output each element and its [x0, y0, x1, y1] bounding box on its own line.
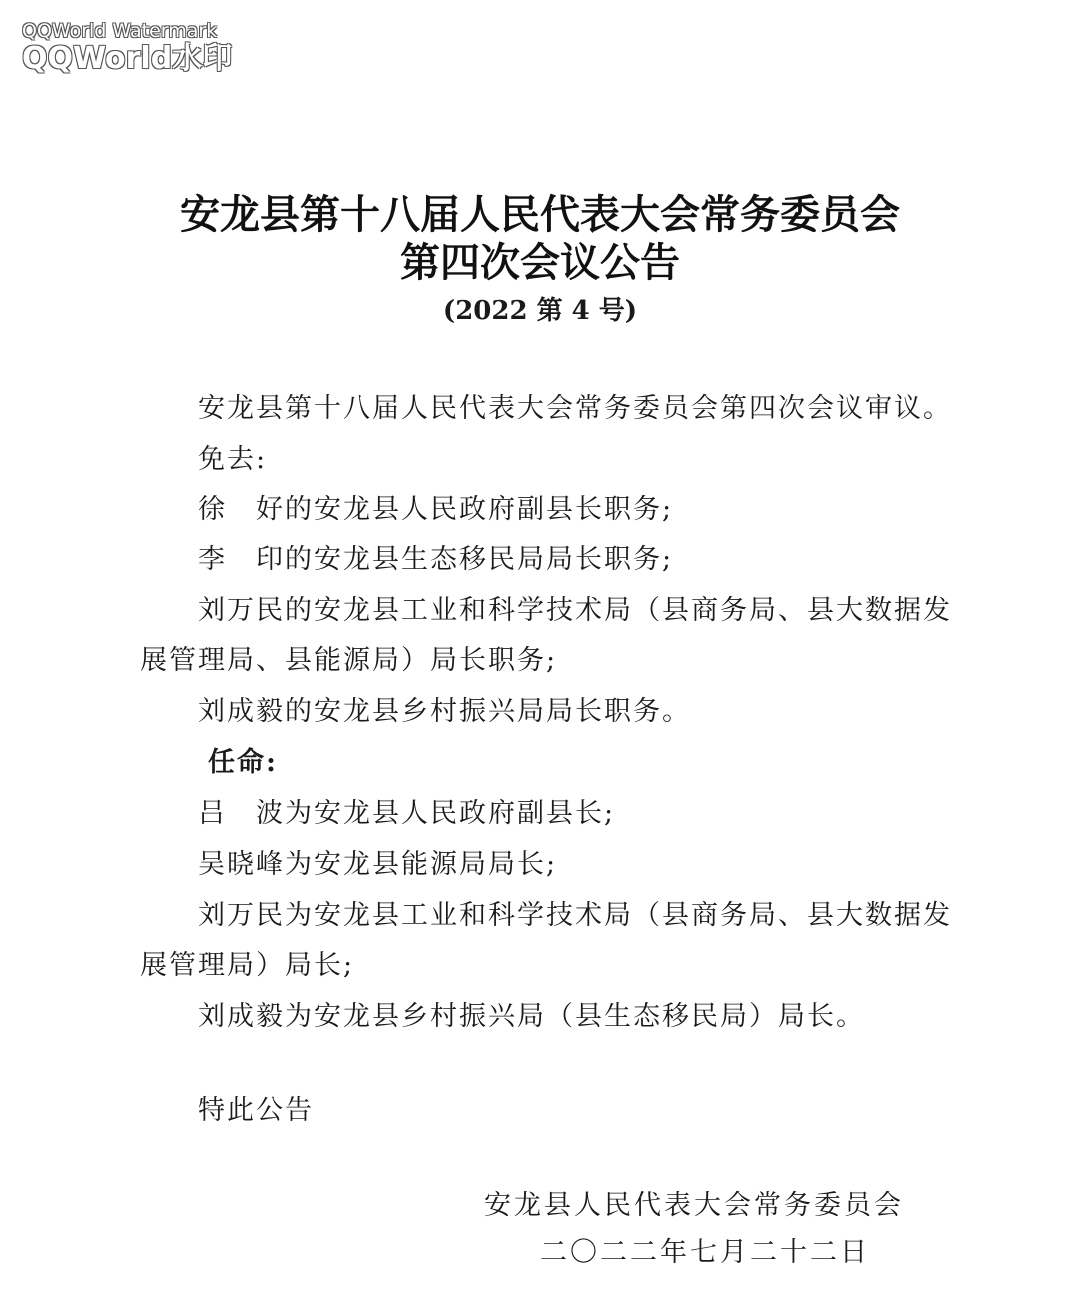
appoint-heading: 任命:	[208, 747, 278, 778]
appoint-item: 刘万民为安龙县工业和科学技术局（县商务局、县大数据发	[198, 900, 952, 931]
dismiss-item: 刘成毅的安龙县乡村振兴局局长职务。	[198, 696, 691, 727]
issue-date: 二〇二二年七月二十二日	[540, 1237, 870, 1268]
appoint-item: 刘成毅为安龙县乡村振兴局（县生态移民局）局长。	[198, 1001, 865, 1032]
dismiss-item: 刘万民的安龙县工业和科学技术局（县商务局、县大数据发	[198, 595, 952, 626]
watermark-text-cn: QQWorld水印	[22, 41, 233, 76]
dismiss-heading: 免去:	[198, 444, 268, 475]
dismiss-item: 李 印的安龙县生态移民局局长职务;	[198, 544, 674, 575]
issuer-signature: 安龙县人民代表大会常务委员会	[484, 1190, 904, 1221]
appoint-item: 吴晓峰为安龙县能源局局长;	[198, 849, 558, 880]
document-number: (2022 第 4 号)	[442, 296, 638, 326]
dismiss-item-continued: 展管理局、县能源局）局长职务;	[140, 645, 558, 676]
watermark-text-en: QQWorld Watermark	[22, 20, 218, 42]
document-title-line1: 安龙县第十八届人民代表大会常务委员会	[180, 191, 900, 238]
appoint-item: 吕 波为安龙县人民政府副县长;	[198, 798, 616, 829]
dismiss-item: 徐 好的安龙县人民政府副县长职务;	[198, 494, 674, 525]
closing-line: 特此公告	[198, 1095, 314, 1126]
document-title-line2: 第四次会议公告	[400, 239, 680, 286]
intro-paragraph: 安龙县第十八届人民代表大会常务委员会第四次会议审议。	[198, 393, 952, 424]
appoint-item-continued: 展管理局）局长;	[140, 950, 355, 981]
watermark	[22, 20, 232, 76]
